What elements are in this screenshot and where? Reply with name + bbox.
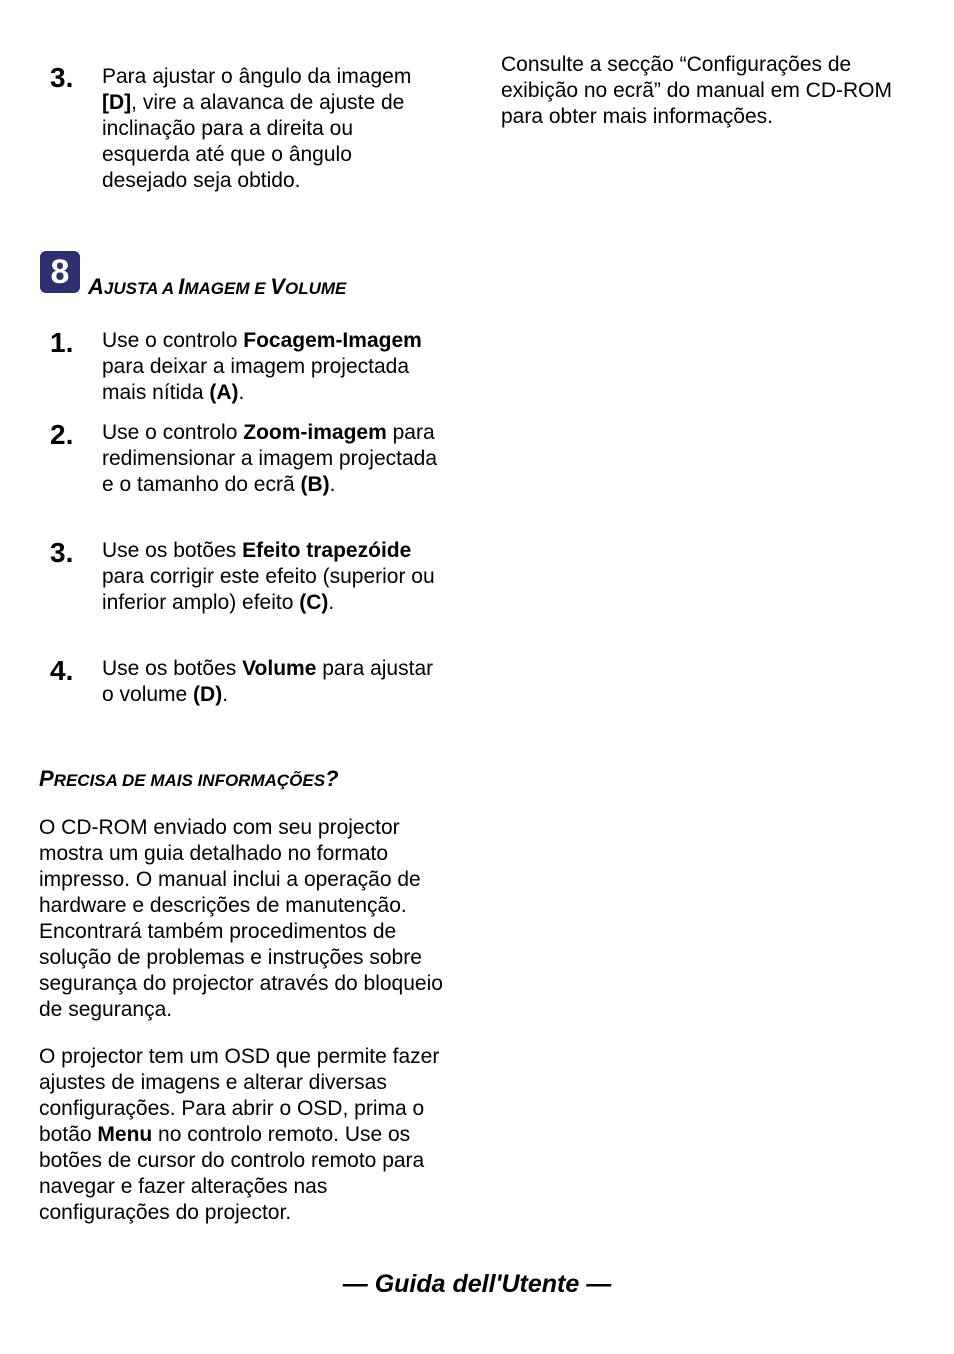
step-number: 2. [50, 419, 74, 450]
step-number: 1. [50, 327, 74, 358]
cd-rom-reference-note: Consulte a secção “Configurações de exibição no ecrã” do manual em CD-ROM para obter mais informações. [501, 53, 892, 128]
step-text: Use os botões Volume para ajustar o volume (D). [102, 657, 434, 706]
page-footer: — Guida dell'Utente — [342, 1270, 612, 1298]
step-number: 3. [50, 537, 74, 568]
more-info-heading: PRECISA DE MAIS INFORMAÇÕES? [39, 766, 339, 791]
step-number: 4. [50, 655, 74, 686]
section-8-heading: AJUSTA A IMAGEM E VOLUME [88, 274, 347, 299]
osd-paragraph: O projector tem um OSD que permite fazer ajustes de imagens e alterar diversas configurações. Para abrir o OSD, prima o botão Menu no controlo remoto. Use os botões de cursor do controlo remoto para navegar e fazer alterações nas configurações do projector. [39, 1045, 440, 1224]
step-text: Para ajustar o ângulo da imagem [D], vire a alavanca de ajuste de inclinação para a direita ou esquerda até que o ângulo desejado seja obtido. [102, 65, 412, 192]
cd-rom-paragraph: O CD-ROM enviado com seu projector mostra um guia detalhado no formato impresso. O manual inclui a operação de hardware e descrições de manutenção. Encontrará também procedimentos de solução de problemas e instruções sobre segurança do projector através do bloqueio de segurança. [39, 816, 443, 1021]
step-number: 3. [50, 62, 74, 93]
step-text: Use o controlo Focagem-Imagem para deixar a imagem projectada mais nítida (A). [102, 329, 422, 404]
step-text: Use os botões Efeito trapezóide para corrigir este efeito (superior ou inferior amplo) efeito (C). [102, 539, 435, 614]
step-text: Use o controlo Zoom-imagem para redimensionar a imagem projectada e o tamanho do ecrã (B). [102, 421, 438, 496]
section-8-badge: 8 [40, 251, 80, 293]
